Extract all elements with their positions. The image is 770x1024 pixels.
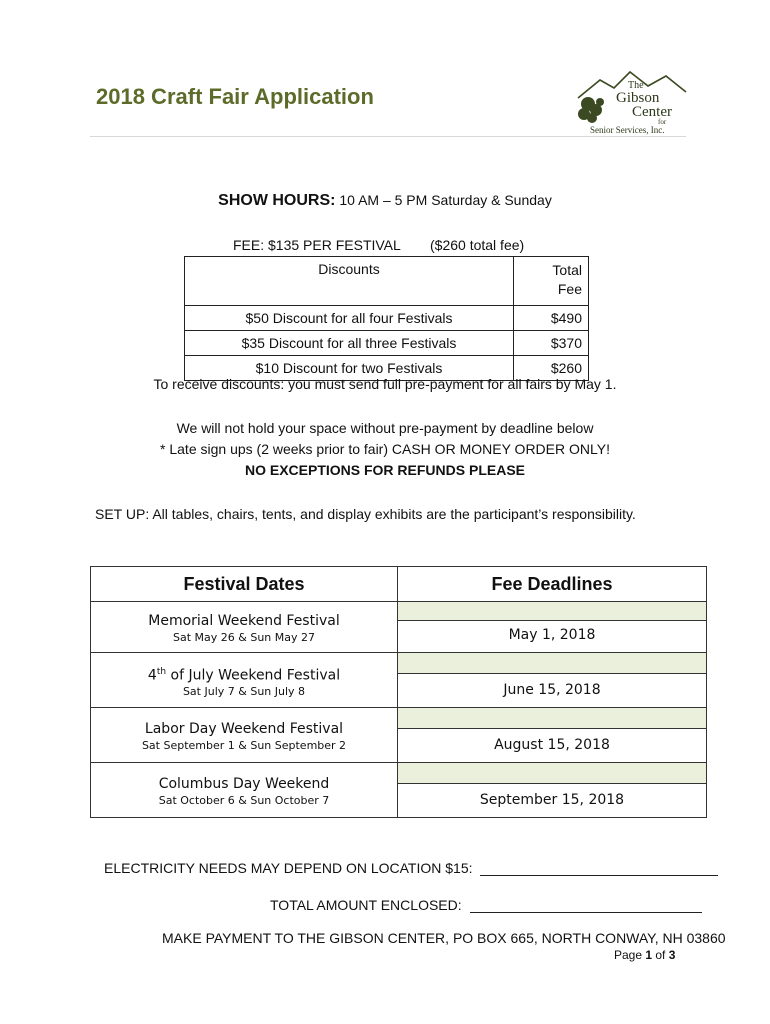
deadline-cell [398, 602, 707, 653]
deadline-cell [398, 708, 707, 763]
festival-table [90, 566, 707, 818]
discount-total: $490 [514, 306, 589, 331]
fee-total: ($260 total fee) [430, 237, 525, 253]
festival-name: Labor Day Weekend Festival [144, 720, 344, 737]
festival-cell [91, 653, 398, 708]
logo-line-the: The [628, 80, 644, 91]
table-row [91, 763, 707, 818]
shaded-band [398, 763, 706, 784]
festival-days: Sat September 1 & Sun September 2 [141, 738, 347, 752]
table-row [91, 708, 707, 763]
setup-note: SET UP: All tables, chairs, tents, and display exhibits are the participant’s responsibility. [95, 506, 636, 522]
late-signup-note: * Late sign ups (2 weeks prior to fair) CASH OR MONEY ORDER ONLY! [160, 441, 610, 457]
prepayment-note: We will not hold your space without pre-payment by deadline below [176, 420, 594, 436]
refunds-note: NO EXCEPTIONS FOR REFUNDS PLEASE [244, 462, 526, 478]
electricity-input-line[interactable] [480, 861, 718, 876]
festival-name: Columbus Day Weekend [158, 775, 330, 792]
deadline-date: June 15, 2018 [503, 682, 601, 698]
shaded-band [398, 653, 706, 674]
discount-total: $260 [514, 356, 589, 381]
festival-days: Sat May 26 & Sun May 27 [173, 630, 315, 644]
shaded-band [398, 602, 706, 621]
fee-per-festival: FEE: $135 PER FESTIVAL [233, 237, 401, 253]
festival-cell [91, 763, 398, 818]
discount-table [184, 256, 589, 381]
discount-label: $50 Discount for all four Festivals [185, 306, 514, 331]
discount-label: $35 Discount for all three Festivals [185, 331, 514, 356]
deadline-cell [398, 653, 707, 708]
total-enclosed-label: TOTAL AMOUNT ENCLOSED: [270, 897, 462, 913]
discount-note: To receive discounts: you must send full pre-payment for all fairs by May 1. [153, 376, 617, 392]
festival-name: 4th of July Weekend Festival [147, 666, 341, 684]
electricity-field [104, 860, 718, 876]
deadline-cell [398, 763, 707, 818]
show-hours-label: SHOW HOURS: [218, 192, 336, 209]
festival-days: Sat July 7 & Sun July 8 [182, 685, 306, 699]
logo-line-for: for [658, 118, 667, 126]
discounts-header: Discounts [185, 257, 514, 306]
payment-note: MAKE PAYMENT TO THE GIBSON CENTER, PO BOX 665, NORTH CONWAY, NH 03860 [162, 930, 726, 946]
fee-deadlines-header: Fee Deadlines [398, 567, 707, 602]
deadline-date: May 1, 2018 [508, 627, 596, 643]
table-header-row [91, 567, 707, 602]
logo-line-center: Center [632, 104, 672, 120]
festival-days: Sat October 6 & Sun October 7 [158, 793, 330, 807]
show-hours [0, 192, 770, 210]
page-title: 2018 Craft Fair Application [96, 84, 374, 109]
logo-line-gibson: Gibson [616, 90, 660, 106]
total-enclosed-field [270, 897, 702, 913]
total-enclosed-input-line[interactable] [470, 898, 702, 913]
show-hours-value: 10 AM – 5 PM Saturday & Sunday [339, 192, 552, 208]
electricity-label: ELECTRICITY NEEDS MAY DEPEND ON LOCATION $15: [104, 860, 473, 876]
discount-total: $370 [514, 331, 589, 356]
deadline-date: August 15, 2018 [494, 737, 610, 753]
table-row [91, 653, 707, 708]
page-number: Page 1 of 3 [614, 948, 676, 962]
logo-line-senior: Senior Services, Inc. [590, 125, 665, 135]
festival-cell [91, 602, 398, 653]
table-header-row [185, 257, 589, 306]
table-row [185, 306, 589, 331]
discount-label: $10 Discount for two Festivals [185, 356, 514, 381]
header-divider [90, 136, 686, 137]
deadline-date: September 15, 2018 [479, 792, 625, 808]
total-fee-header: Total Fee [514, 257, 589, 306]
festival-cell [91, 708, 398, 763]
pine-tree-icon [578, 97, 604, 123]
festival-name: Memorial Weekend Festival [148, 612, 340, 629]
table-row [91, 602, 707, 653]
table-row [185, 331, 589, 356]
festival-dates-header: Festival Dates [91, 567, 398, 602]
shaded-band [398, 708, 706, 729]
gibson-center-logo [570, 66, 690, 136]
